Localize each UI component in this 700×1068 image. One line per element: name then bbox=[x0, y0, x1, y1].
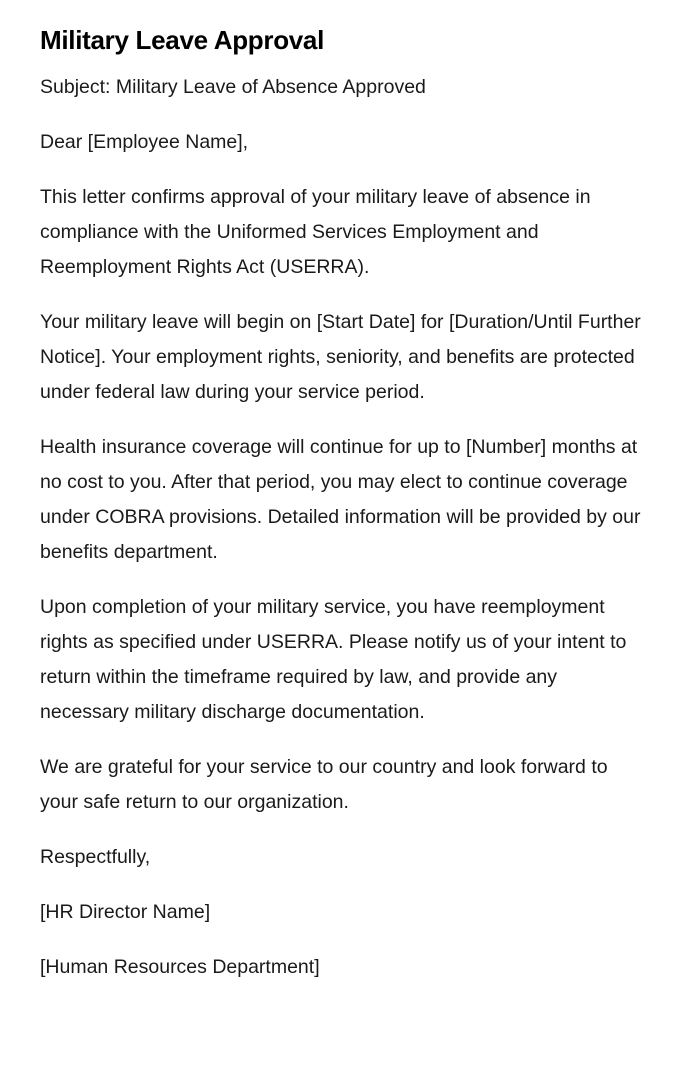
body-paragraph-approval: This letter confirms approval of your military leave of absence in compliance with the Uniformed Services Employment and Reemployment Rights Act (USERRA). bbox=[40, 186, 591, 278]
signer-department: [Human Resources Department] bbox=[40, 956, 320, 978]
closing: Respectfully, bbox=[40, 846, 151, 868]
body-paragraph-leave-start: Your military leave will begin on [Start Date] for [Duration/Until Further Notice]. Your employment rights, seniority, and benefits are protected under federal law during your service period. bbox=[40, 311, 641, 403]
subject-line: Subject: Military Leave of Absence Approved bbox=[40, 76, 426, 98]
body-paragraph-gratitude: We are grateful for your service to our country and look forward to your safe return to our organization. bbox=[40, 756, 608, 813]
salutation: Dear [Employee Name], bbox=[40, 131, 249, 153]
signer-name: [HR Director Name] bbox=[40, 901, 211, 923]
body-paragraph-health-insurance: Health insurance coverage will continue for up to [Number] months at no cost to you. After that period, you may elect to continue coverage under COBRA provisions. Detailed information will be provided by our benefits department. bbox=[40, 436, 641, 563]
document-title: Military Leave Approval bbox=[40, 25, 325, 55]
body-paragraph-reemployment: Upon completion of your military service, you have reemployment rights as specified under USERRA. Please notify us of your intent to return within the timeframe required by law, and provide any necessary military discharge documentation. bbox=[40, 596, 627, 723]
